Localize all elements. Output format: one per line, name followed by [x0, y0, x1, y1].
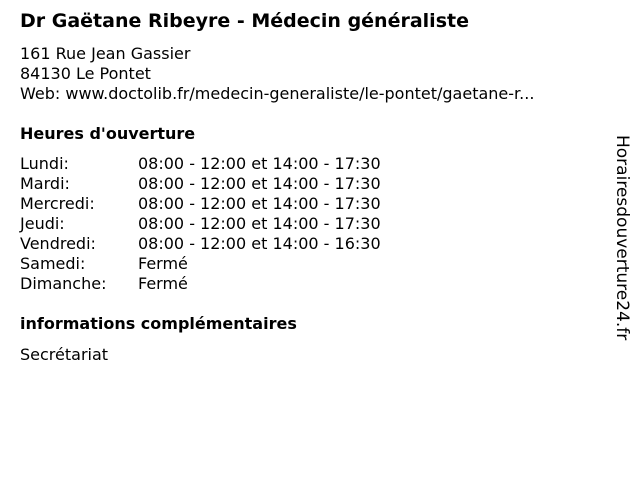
hours-time-value: 08:00 - 12:00 et 14:00 - 16:30 — [138, 234, 381, 253]
address-city: 84130 Le Pontet — [20, 64, 151, 83]
hours-day-label: Vendredi: — [20, 234, 96, 253]
hours-time-value: 08:00 - 12:00 et 14:00 - 17:30 — [138, 174, 381, 193]
hours-day-label: Dimanche: — [20, 274, 107, 293]
hours-time-value: Fermé — [138, 274, 188, 293]
address-block — [20, 44, 534, 104]
hours-day-label: Lundi: — [20, 154, 69, 173]
page-title: Dr Gaëtane Ribeyre - Médecin généraliste — [20, 10, 469, 32]
hours-day-label: Jeudi: — [20, 214, 65, 233]
hours-day-label: Mardi: — [20, 174, 70, 193]
hours-day-label: Mercredi: — [20, 194, 95, 213]
brand-watermark: Horairesdouverture24.fr — [612, 135, 632, 341]
hours-day-label: Samedi: — [20, 254, 86, 273]
info-section — [20, 316, 108, 364]
website-link[interactable]: Web: www.doctolib.fr/medecin-generaliste/le-pontet/gaetane-r... — [20, 84, 535, 103]
hours-time-value: 08:00 - 12:00 et 14:00 - 17:30 — [138, 194, 381, 213]
hours-heading: Heures d'ouverture — [20, 124, 196, 143]
info-text: Secrétariat — [20, 345, 109, 364]
hours-time-value: 08:00 - 12:00 et 14:00 - 17:30 — [138, 214, 381, 233]
info-heading: informations complémentaires — [20, 314, 297, 333]
hours-time-value: Fermé — [138, 254, 188, 273]
hours-time-value: 08:00 - 12:00 et 14:00 - 17:30 — [138, 154, 381, 173]
address-street: 161 Rue Jean Gassier — [20, 44, 191, 63]
